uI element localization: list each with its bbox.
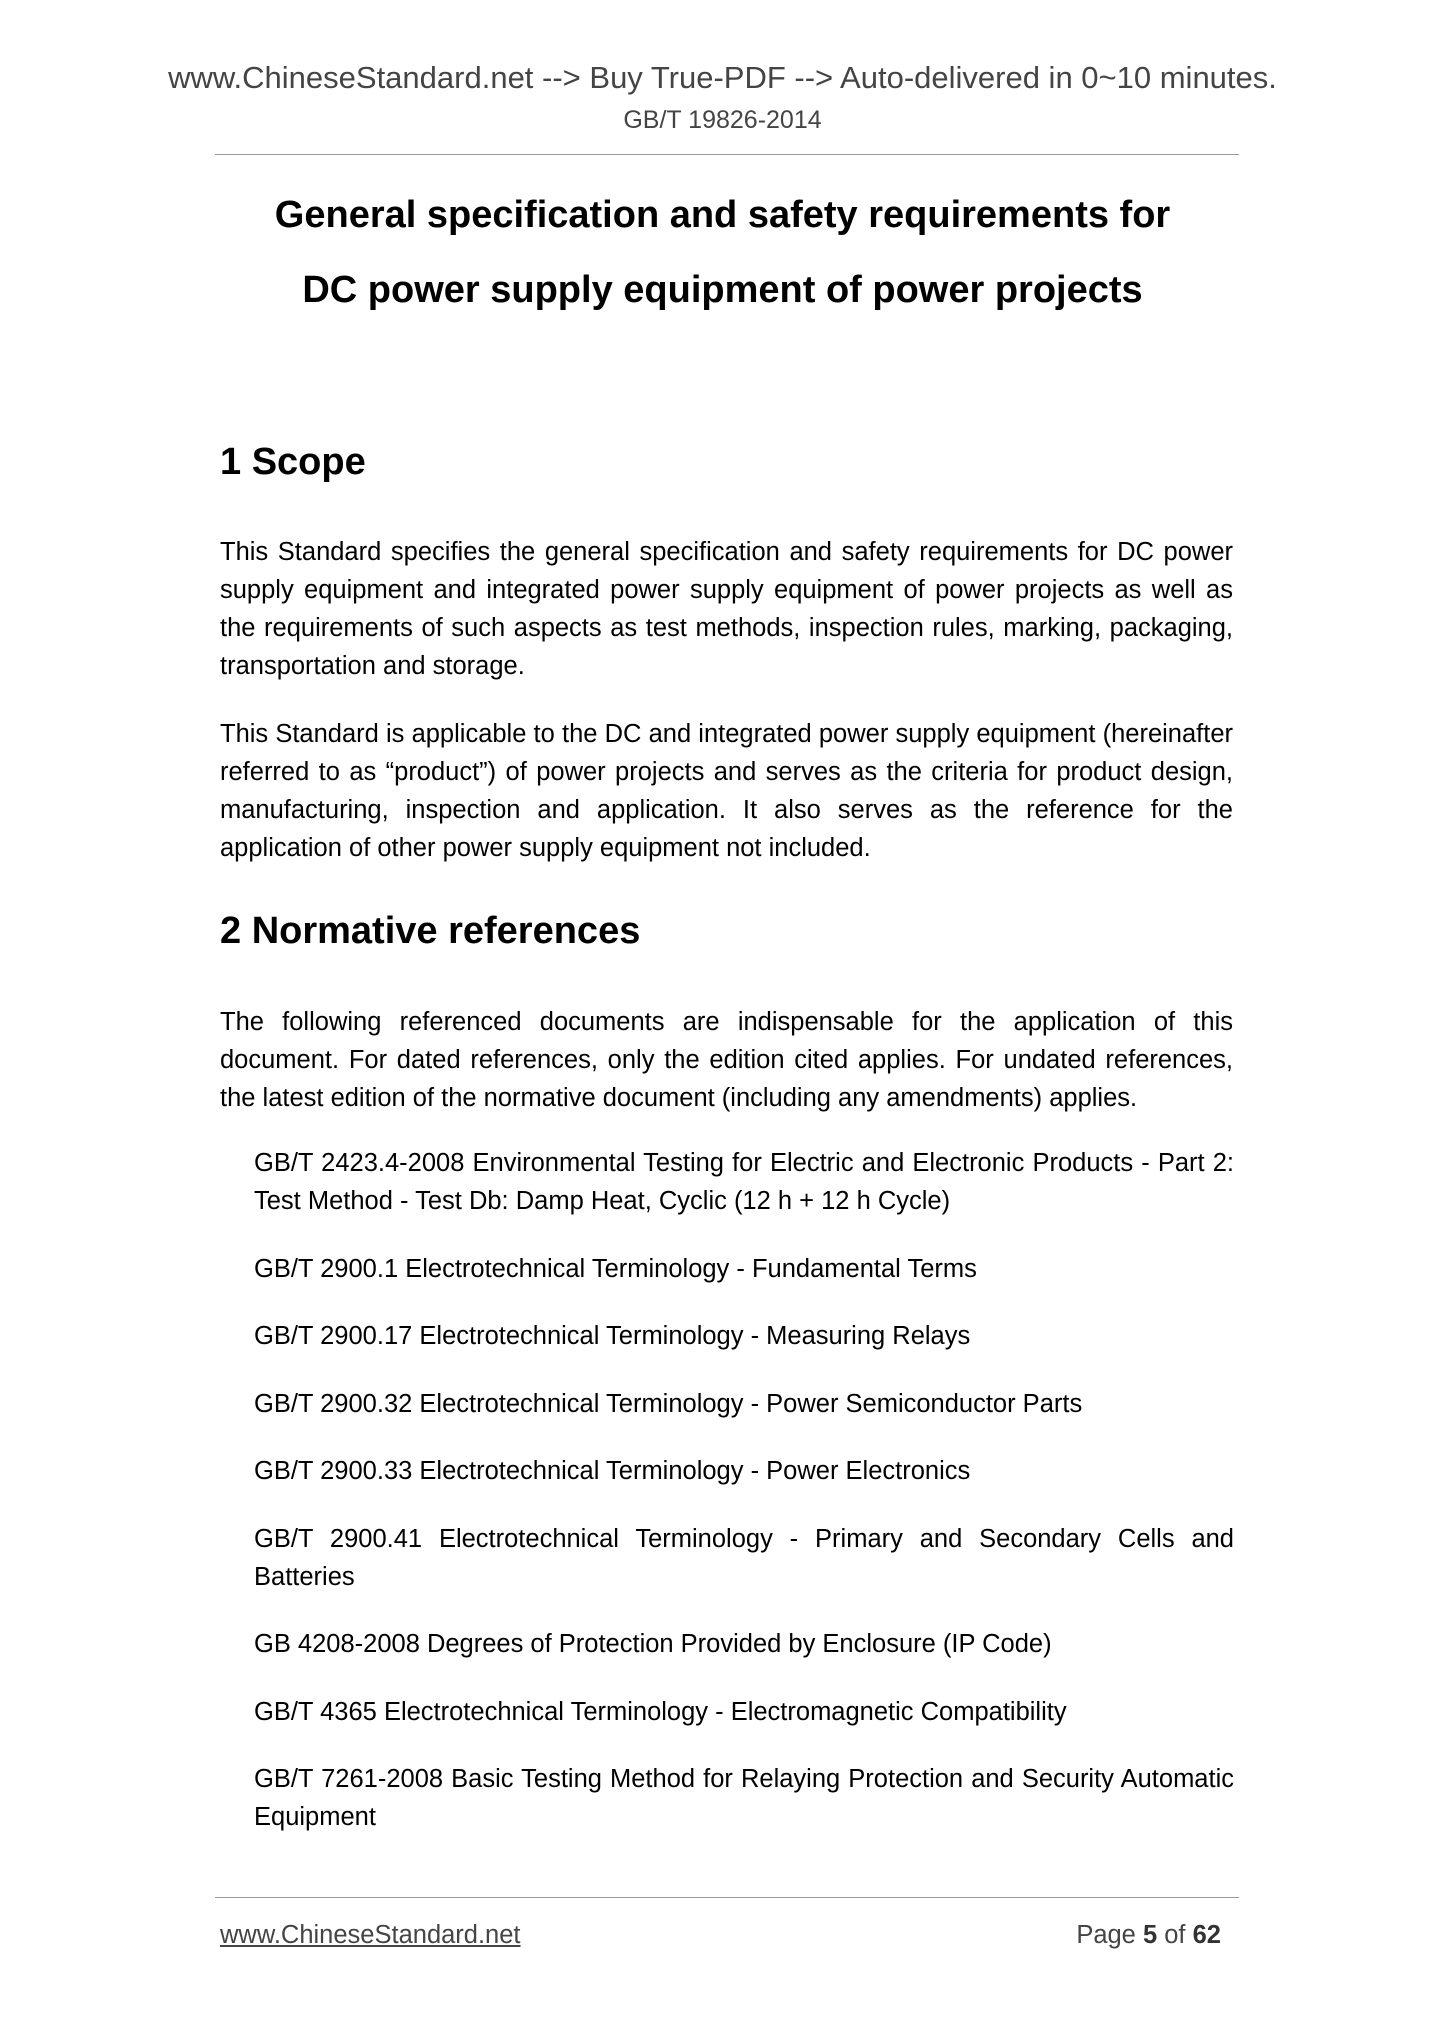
reference-item: GB/T 2423.4-2008 Environmental Testing for Electric and Electronic Products - Part 2: Test Method - Test Db: Damp Heat, Cyclic (12 h + 12 h Cycle) [254, 1149, 1234, 1215]
reference-item: GB 4208-2008 Degrees of Protection Provided by Enclosure (IP Code) [254, 1630, 1052, 1658]
section-heading-normative-references: 2 Normative references [220, 910, 641, 952]
page-label: Page [1076, 1921, 1136, 1949]
normative-intro-paragraph: The following referenced documents are indispensable for the application of this document. For dated references, only the edition cited applies. For undated references, the latest edition of the normative document (including any amendments) applies. [220, 1008, 1233, 1112]
header-divider [215, 154, 1239, 155]
reference-item: GB/T 2900.32 Electrotechnical Terminology - Power Semiconductor Parts [254, 1389, 1083, 1418]
section-heading-scope: 1 Scope [220, 441, 366, 483]
page-of-label: of [1164, 1921, 1186, 1949]
top-banner: www.ChineseStandard.net --> Buy True-PDF --> Auto-delivered in 0~10 minutes. [168, 60, 1277, 95]
document-title-line-2: DC power supply equipment of power projects [302, 269, 1143, 311]
document-title-line-1: General specification and safety requirements for [274, 194, 1171, 236]
scope-paragraph-2: This Standard is applicable to the DC and integrated power supply equipment (hereinafter referred to as “product”) of power projects and serves as the criteria for product design, manufacturing, inspection and application. It also serves as the reference for the application of other power supply equipment not included. [220, 720, 1233, 862]
reference-list [254, 1144, 1234, 1866]
reference-item: GB/T 4365 Electrotechnical Terminology - Electromagnetic Compatibility [254, 1697, 1067, 1726]
scope-paragraph-1: This Standard specifies the general specification and safety requirements for DC power supply equipment and integrated power supply equipment of power projects as well as the requirements of such aspects as test methods, inspection rules, marking, packaging, transportation and storage. [220, 538, 1233, 680]
reference-item: GB/T 2900.41 Electrotechnical Terminology - Primary and Secondary Cells and Batteries [254, 1524, 1234, 1591]
footer-website-link[interactable]: www.ChineseStandard.net [220, 1921, 521, 1949]
reference-item: GB/T 7261-2008 Basic Testing Method for Relaying Protection and Security Automatic Equipment [254, 1765, 1234, 1831]
current-page: 5 [1142, 1921, 1158, 1949]
footer-divider [215, 1897, 1239, 1898]
reference-item: GB/T 2900.17 Electrotechnical Terminology - Measuring Relays [254, 1322, 971, 1350]
reference-item: GB/T 2900.1 Electrotechnical Terminology - Fundamental Terms [254, 1254, 977, 1283]
total-pages: 62 [1192, 1921, 1221, 1949]
page-number [1076, 1918, 1221, 1952]
reference-item: GB/T 2900.33 Electrotechnical Terminology - Power Electronics [254, 1457, 971, 1485]
document-code: GB/T 19826-2014 [623, 106, 822, 134]
